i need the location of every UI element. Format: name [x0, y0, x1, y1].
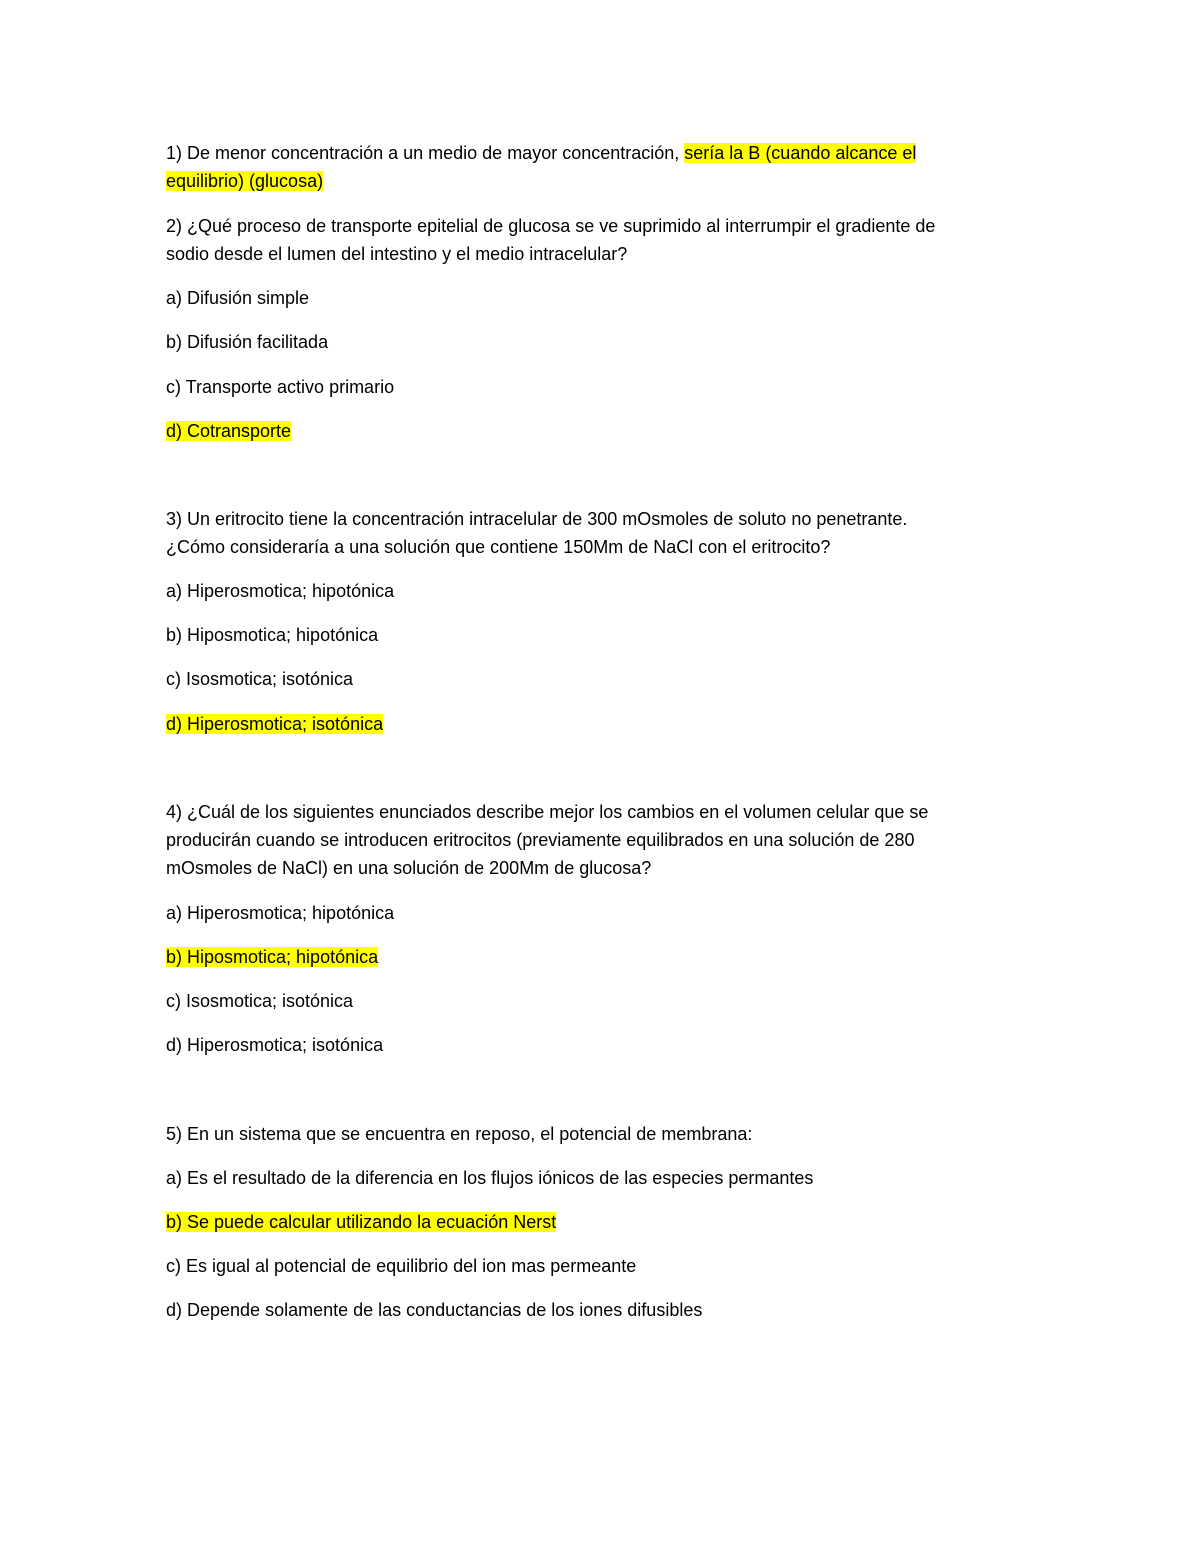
q5-option-b: [166, 1208, 556, 1236]
q5-option-c: c) Es igual al potencial de equilibrio del ion mas permeante: [166, 1256, 637, 1276]
q2-option-a: a) Difusión simple: [166, 288, 310, 308]
q4-stem-line-3: mOsmoles de NaCl) en una solución de 200Mm de glucosa?: [166, 858, 652, 878]
q2-answer-highlight: d) Cotransporte: [166, 421, 292, 441]
q2-stem-line-1: 2) ¿Qué proceso de transporte epitelial de glucosa se ve suprimido al interrumpir el gradiente de: [166, 216, 936, 236]
q1-answer-highlight-cont: equilibrio) (glucosa): [166, 171, 324, 191]
q1-answer-highlight: sería la B (cuando alcance el: [684, 143, 917, 163]
q3-option-b: b) Hiposmotica; hipotónica: [166, 625, 379, 645]
q4-option-d: d) Hiperosmotica; isotónica: [166, 1035, 384, 1055]
q5-answer-highlight: b) Se puede calcular utilizando la ecuación Nerst: [166, 1212, 557, 1232]
q2-stem-line-2: sodio desde el lumen del intestino y el medio intracelular?: [166, 244, 628, 264]
q4-option-b: [166, 943, 378, 971]
q3-answer-highlight: d) Hiperosmotica; isotónica: [166, 714, 384, 734]
q1-line-2: [166, 167, 323, 195]
q3-option-d: [166, 710, 383, 738]
q4-stem-line-1: 4) ¿Cuál de los siguientes enunciados describe mejor los cambios en el volumen celular que se: [166, 802, 929, 822]
q1-text: 1) De menor concentración a un medio de mayor concentración,: [166, 143, 685, 163]
q5-stem-line-1: 5) En un sistema que se encuentra en reposo, el potencial de membrana:: [166, 1124, 753, 1144]
q1-line-1: [166, 139, 916, 167]
q4-option-c: c) Isosmotica; isotónica: [166, 991, 354, 1011]
q3-option-c: c) Isosmotica; isotónica: [166, 669, 354, 689]
q3-stem-line-2: ¿Cómo consideraría a una solución que contiene 150Mm de NaCl con el eritrocito?: [166, 537, 831, 557]
q4-answer-highlight: b) Hiposmotica; hipotónica: [166, 947, 379, 967]
q2-option-b: b) Difusión facilitada: [166, 332, 329, 352]
q3-stem-line-1: 3) Un eritrocito tiene la concentración intracelular de 300 mOsmoles de soluto no penetrante.: [166, 509, 908, 529]
q4-stem-line-2: producirán cuando se introducen eritrocitos (previamente equilibrados en una solución de 280: [166, 830, 915, 850]
q2-option-d: [166, 417, 291, 445]
q2-option-c: c) Transporte activo primario: [166, 377, 395, 397]
q5-option-d: d) Depende solamente de las conductancias de los iones difusibles: [166, 1300, 703, 1320]
q3-option-a: a) Hiperosmotica; hipotónica: [166, 581, 395, 601]
q4-option-a: a) Hiperosmotica; hipotónica: [166, 903, 395, 923]
q5-option-a: a) Es el resultado de la diferencia en los flujos iónicos de las especies permantes: [166, 1168, 814, 1188]
